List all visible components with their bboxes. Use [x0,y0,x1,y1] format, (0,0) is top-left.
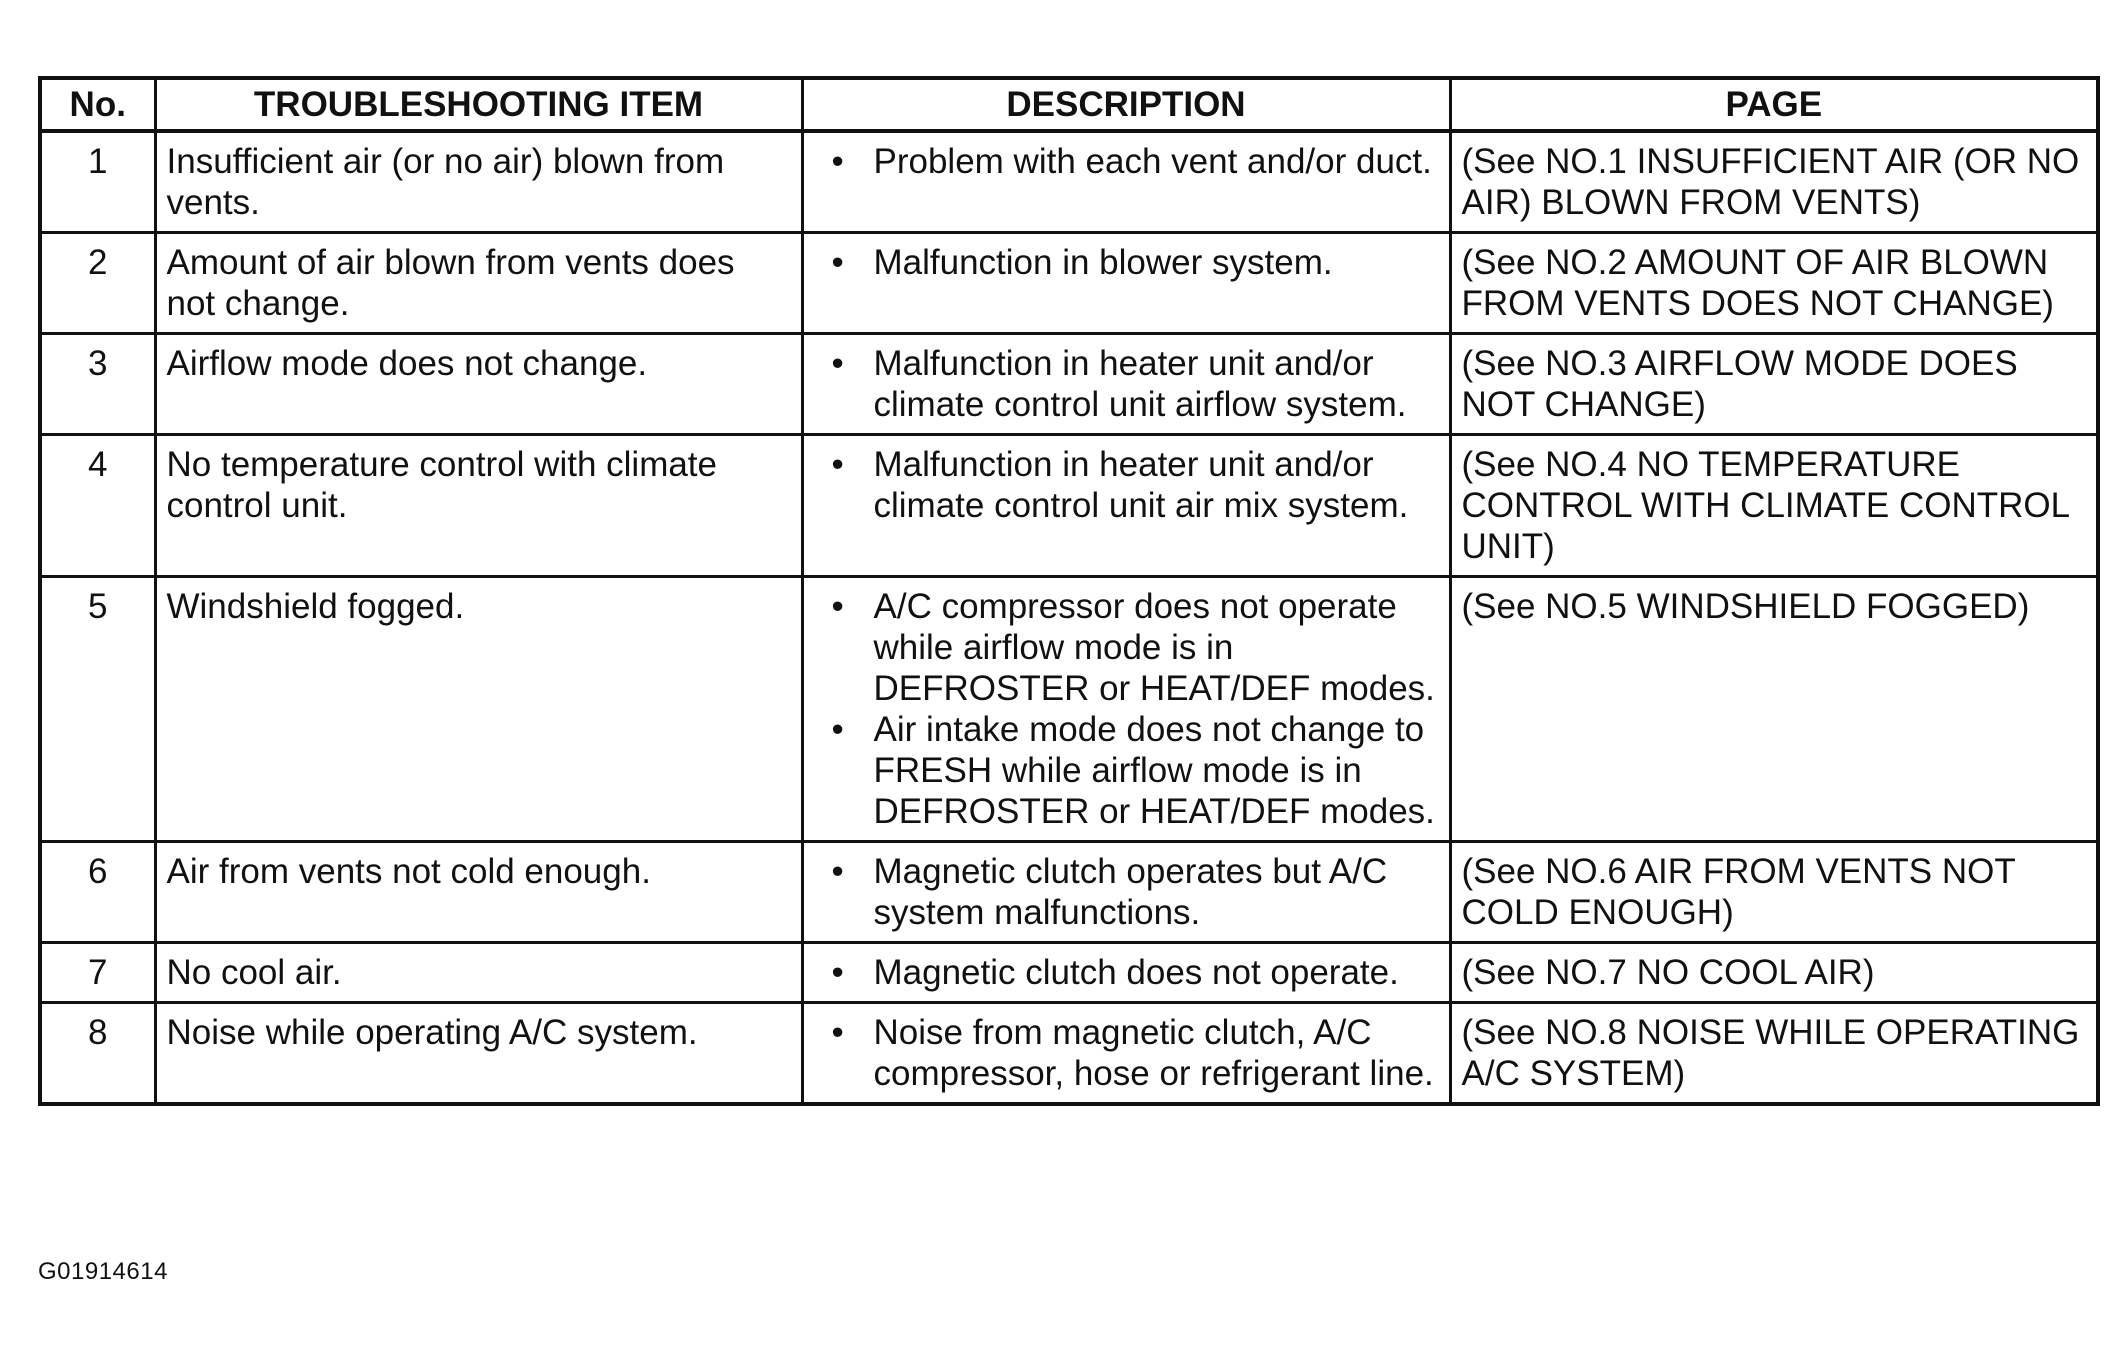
description-cell [802,943,1450,1003]
description-bullet: • Problem with each vent and/or duct. [814,141,1439,182]
troubleshooting-item: No temperature control with climate control unit. [155,435,802,577]
description-bullet: • Malfunction in blower system. [814,242,1439,283]
page-reference: (See NO.4 NO TEMPERATURE CONTROL WITH CLIMATE CONTROL UNIT) [1450,435,2098,577]
description-bullet: • Magnetic clutch does not operate. [814,952,1439,993]
table-row [40,334,2098,435]
row-number: 6 [40,842,155,943]
page-reference: (See NO.2 AMOUNT OF AIR BLOWN FROM VENTS DOES NOT CHANGE) [1450,233,2098,334]
table-row [40,435,2098,577]
header-page: PAGE [1450,78,2098,131]
row-number: 7 [40,943,155,1003]
description-bullet: • Malfunction in heater unit and/or climate control unit airflow system. [814,343,1439,425]
header-troubleshooting-item: TROUBLESHOOTING ITEM [155,78,802,131]
troubleshooting-item: Air from vents not cold enough. [155,842,802,943]
row-number: 5 [40,577,155,842]
description-bullet: • A/C compressor does not operate while airflow mode is in DEFROSTER or HEAT/DEF modes. [814,586,1439,709]
row-number: 8 [40,1003,155,1105]
description-bullet: • Magnetic clutch operates but A/C system malfunctions. [814,851,1439,933]
page-reference: (See NO.7 NO COOL AIR) [1450,943,2098,1003]
description-bullet: • Noise from magnetic clutch, A/C compressor, hose or refrigerant line. [814,1012,1439,1094]
description-list [814,952,1439,993]
description-cell [802,577,1450,842]
table-body [40,131,2098,1104]
troubleshooting-item: Airflow mode does not change. [155,334,802,435]
description-cell [802,435,1450,577]
page-reference: (See NO.6 AIR FROM VENTS NOT COLD ENOUGH) [1450,842,2098,943]
troubleshooting-item: Noise while operating A/C system. [155,1003,802,1105]
header-no: No. [40,78,155,131]
description-bullet: • Malfunction in heater unit and/or climate control unit air mix system. [814,444,1439,526]
table-row [40,233,2098,334]
page-reference: (See NO.5 WINDSHIELD FOGGED) [1450,577,2098,842]
troubleshooting-item: Insufficient air (or no air) blown from vents. [155,131,802,233]
description-cell [802,131,1450,233]
header-description: DESCRIPTION [802,78,1450,131]
troubleshooting-sheet [38,76,2096,1106]
description-cell [802,1003,1450,1105]
table-row [40,1003,2098,1105]
description-list [814,586,1439,832]
description-cell [802,334,1450,435]
page-reference: (See NO.1 INSUFFICIENT AIR (OR NO AIR) BLOWN FROM VENTS) [1450,131,2098,233]
troubleshooting-item: Amount of air blown from vents does not change. [155,233,802,334]
table-row [40,577,2098,842]
table-header-row [40,78,2098,131]
page-reference: (See NO.8 NOISE WHILE OPERATING A/C SYSTEM) [1450,1003,2098,1105]
troubleshooting-item: Windshield fogged. [155,577,802,842]
troubleshooting-table [38,76,2100,1106]
troubleshooting-item: No cool air. [155,943,802,1003]
row-number: 3 [40,334,155,435]
description-list [814,851,1439,933]
table-row [40,842,2098,943]
table-row [40,131,2098,233]
row-number: 1 [40,131,155,233]
table-row [40,943,2098,1003]
figure-id: G01914614 [38,1258,168,1285]
description-list [814,444,1439,526]
description-list [814,242,1439,283]
page-reference: (See NO.3 AIRFLOW MODE DOES NOT CHANGE) [1450,334,2098,435]
description-list [814,141,1439,182]
description-list [814,1012,1439,1094]
description-list [814,343,1439,425]
description-cell [802,233,1450,334]
row-number: 4 [40,435,155,577]
row-number: 2 [40,233,155,334]
description-bullet: • Air intake mode does not change to FRESH while airflow mode is in DEFROSTER or HEAT/DEF modes. [814,709,1439,832]
description-cell [802,842,1450,943]
